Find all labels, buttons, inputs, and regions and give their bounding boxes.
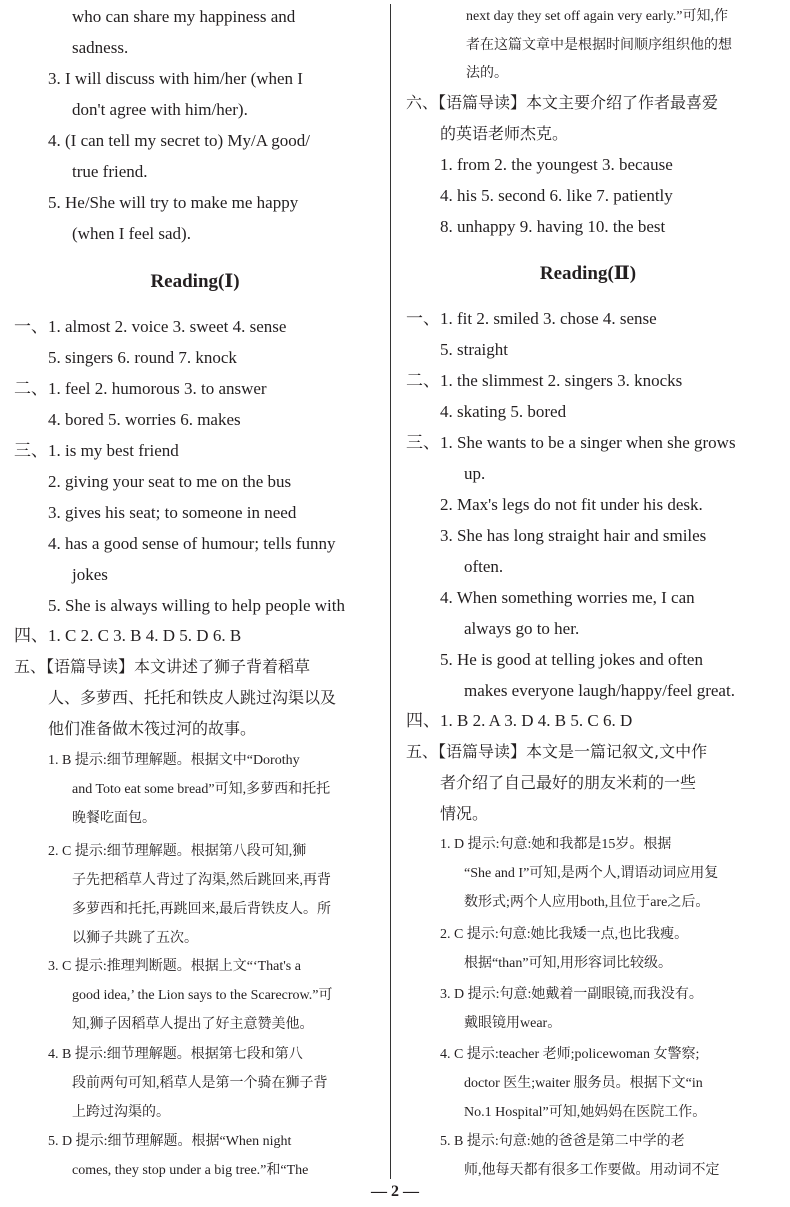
text-line: 三、1. is my best friend bbox=[14, 441, 179, 460]
text-line: 5. He/She will try to make me happy bbox=[48, 193, 299, 212]
text-line: 4. his 5. second 6. like 7. patiently bbox=[440, 186, 673, 205]
text-line: 4. B 提示:细节理解题。根据第七段和第八 bbox=[48, 1047, 303, 1062]
text-line: “She and I”可知,是两个人,谓语动词应用复 bbox=[464, 866, 719, 881]
text-line: don't agree with him/her). bbox=[72, 100, 248, 119]
text-line: 5. D 提示:细节理解题。根据“When night bbox=[48, 1134, 292, 1149]
text-line: 五、【语篇导读】本文讲述了狮子背着稻草 bbox=[14, 657, 311, 676]
text-line: next day they set off again very early.”可知,作 bbox=[466, 9, 729, 24]
text-line: 上跨过沟渠的。 bbox=[72, 1105, 170, 1120]
text-line: 5. B 提示:句意:她的爸爸是第二中学的老 bbox=[440, 1134, 685, 1149]
text-line: No.1 Hospital”可知,她妈妈在医院工作。 bbox=[464, 1105, 707, 1120]
page-number: — 2 — bbox=[371, 1183, 419, 1200]
text-line: often. bbox=[464, 557, 504, 576]
text-line: 一、1. fit 2. smiled 3. chose 4. sense bbox=[406, 309, 657, 328]
text-line: 知,狮子因稻草人提出了好主意赞美他。 bbox=[72, 1017, 314, 1032]
text-line: 5. straight bbox=[440, 340, 508, 359]
text-line: true friend. bbox=[72, 162, 148, 181]
text-line: 3. She has long straight hair and smiles bbox=[440, 526, 707, 545]
text-line: 1. B 提示:细节理解题。根据文中“Dorothy bbox=[48, 753, 300, 768]
text-line: 4. (I can tell my secret to) My/A good/ bbox=[48, 131, 311, 150]
text-line: 3. D 提示:句意:她戴着一副眼镜,而我没有。 bbox=[440, 987, 703, 1002]
text-line: 四、1. B 2. A 3. D 4. B 5. C 6. D bbox=[406, 711, 633, 730]
text-line: 4. bored 5. worries 6. makes bbox=[48, 410, 241, 429]
text-line: jokes bbox=[72, 565, 108, 584]
text-line: 5. She is always willing to help people with bbox=[48, 596, 345, 615]
text-line: 2. C 提示:细节理解题。根据第八段可知,狮 bbox=[48, 844, 307, 859]
text-line: 3. gives his seat; to someone in need bbox=[48, 503, 297, 522]
text-line: (when I feel sad). bbox=[72, 224, 191, 243]
text-line: 二、1. feel 2. humorous 3. to answer bbox=[14, 379, 267, 398]
text-line: 人、多萝西、托托和铁皮人跳过沟渠以及 bbox=[48, 688, 337, 707]
text-line: 法的。 bbox=[466, 66, 508, 81]
text-line: 5. singers 6. round 7. knock bbox=[48, 348, 237, 367]
text-line: always go to her. bbox=[464, 619, 580, 638]
column-divider bbox=[390, 4, 391, 1179]
text-line: who can share my happiness and bbox=[72, 7, 296, 26]
text-line: 3. C 提示:推理判断题。根据上文“‘That's a bbox=[48, 959, 301, 974]
text-line: 段前两句可知,稻草人是第一个骑在狮子背 bbox=[72, 1076, 328, 1091]
text-line: 晚餐吃面包。 bbox=[72, 811, 156, 826]
text-line: sadness. bbox=[72, 38, 129, 57]
text-line: 5. He is good at telling jokes and often bbox=[440, 650, 703, 669]
text-line: 情况。 bbox=[440, 804, 489, 823]
text-line: 4. has a good sense of humour; tells funny bbox=[48, 534, 336, 553]
text-line: 4. skating 5. bored bbox=[440, 402, 567, 421]
text-line: 1. D 提示:句意:她和我都是15岁。根据 bbox=[440, 837, 672, 852]
text-line: 3. I will discuss with him/her (when I bbox=[48, 69, 303, 88]
text-line: makes everyone laugh/happy/feel great. bbox=[464, 681, 735, 700]
text-line: 一、1. almost 2. voice 3. sweet 4. sense bbox=[14, 317, 287, 336]
text-line: 以狮子共跳了五次。 bbox=[72, 931, 198, 946]
text-line: doctor 医生;waiter 服务员。根据下文“in bbox=[464, 1076, 703, 1091]
text-line: 四、1. C 2. C 3. B 4. D 5. D 6. B bbox=[14, 626, 242, 645]
text-line: 4. When something worries me, I can bbox=[440, 588, 695, 607]
text-line: 2. Max's legs do not fit under his desk. bbox=[440, 495, 703, 514]
text-line: 多萝西和托托,再跳回来,最后背铁皮人。所 bbox=[72, 902, 331, 917]
text-line: 三、1. She wants to be a singer when she grows bbox=[406, 433, 736, 452]
text-line: 的英语老师杰克。 bbox=[440, 124, 569, 143]
text-line: 者介绍了自己最好的朋友米莉的一些 bbox=[440, 773, 697, 792]
text-line: 2. C 提示:句意:她比我矮一点,也比我瘦。 bbox=[440, 927, 689, 942]
text-line: 六、【语篇导读】本文主要介绍了作者最喜爱 bbox=[406, 93, 719, 112]
text-line: 戴眼镜用wear。 bbox=[464, 1016, 562, 1031]
text-line: 4. C 提示:teacher 老师;policewoman 女警察; bbox=[440, 1047, 700, 1062]
text-line: 子先把稻草人背过了沟渠,然后跳回来,再背 bbox=[72, 873, 331, 888]
text-line: 2. giving your seat to me on the bus bbox=[48, 472, 292, 491]
text-line: up. bbox=[464, 464, 486, 483]
text-line: comes, they stop under a big tree.”和“The bbox=[72, 1163, 309, 1178]
text-line: 根据“than”可知,用形容词比较级。 bbox=[464, 956, 673, 971]
text-line: 数形式;两个人应用both,且位于are之后。 bbox=[464, 895, 710, 910]
section-heading: Reading(Ⅱ) bbox=[539, 263, 637, 284]
text-line: 8. unhappy 9. having 10. the best bbox=[440, 217, 666, 236]
text-line: and Toto eat some bread”可知,多萝西和托托 bbox=[72, 782, 331, 797]
text-line: 者在这篇文章中是根据时间顺序组织他的想 bbox=[466, 38, 732, 53]
text-line: 五、【语篇导读】本文是一篇记叙文,文中作 bbox=[406, 742, 708, 761]
section-heading: Reading(Ⅰ) bbox=[150, 271, 240, 292]
text-line: 他们准备做木筏过河的故事。 bbox=[48, 719, 257, 738]
text-line: 师,他每天都有很多工作要做。用动词不定 bbox=[464, 1163, 720, 1178]
text-line: good idea,’ the Lion says to the Scarecrow.”可 bbox=[72, 988, 333, 1003]
text-line: 二、1. the slimmest 2. singers 3. knocks bbox=[406, 371, 683, 390]
text-line: 1. from 2. the youngest 3. because bbox=[440, 155, 673, 174]
